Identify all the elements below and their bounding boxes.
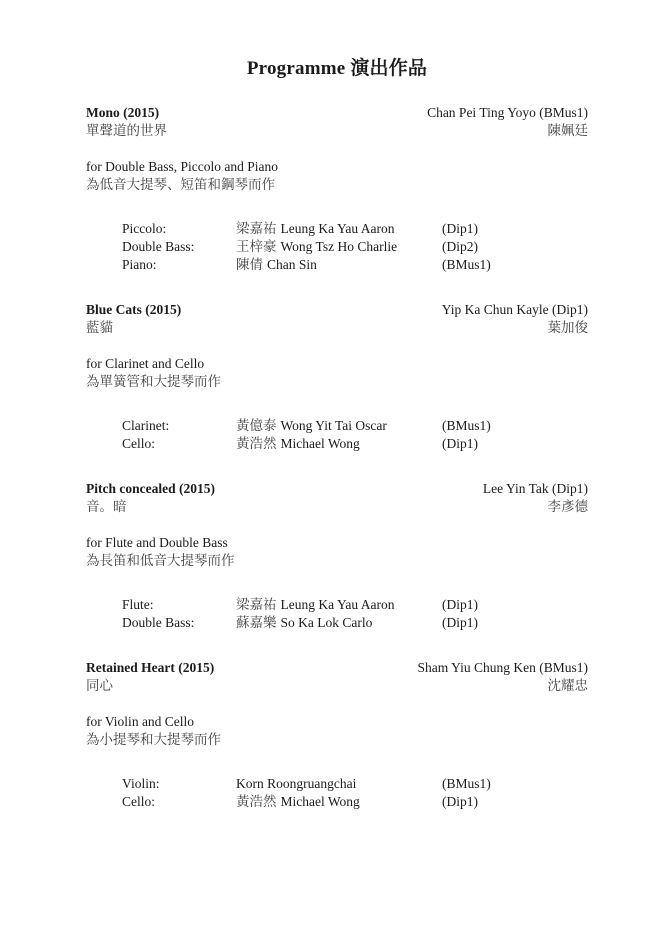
performer-instrument-label: Clarinet: bbox=[122, 418, 170, 433]
performer-instrument-label: Piano: bbox=[122, 257, 157, 272]
performer-instrument-label: Double Bass: bbox=[122, 615, 195, 630]
piece-header-row-en bbox=[86, 480, 588, 498]
instrumentation-zh: 為長笛和低音大提琴而作 bbox=[86, 553, 235, 568]
performer-name bbox=[236, 435, 442, 453]
performer-name bbox=[236, 256, 442, 274]
performer-instrument-label: Violin: bbox=[122, 776, 160, 791]
performer-row bbox=[122, 614, 588, 632]
piece-title-zh: 音。暗 bbox=[86, 499, 127, 514]
instrumentation-en: for Double Bass, Piccolo and Piano bbox=[86, 159, 278, 174]
performer-name bbox=[236, 220, 442, 238]
performer-class-badge: (Dip1) bbox=[442, 436, 478, 451]
performer-name bbox=[236, 793, 442, 811]
performer-table bbox=[122, 596, 588, 632]
composer-name-zh: 李彥德 bbox=[547, 499, 588, 514]
performer-class-badge: (Dip2) bbox=[442, 239, 478, 254]
instrumentation-en: for Clarinet and Cello bbox=[86, 356, 205, 371]
piece-header-row-en bbox=[86, 301, 588, 319]
performer-name-en: So Ka Lok Carlo bbox=[280, 615, 373, 630]
performer-instrument-label: Cello: bbox=[122, 794, 155, 809]
performer-class-badge: (Dip1) bbox=[442, 794, 478, 809]
piece-section bbox=[86, 480, 588, 632]
performer-instrument-label: Double Bass: bbox=[122, 239, 195, 254]
instrumentation-block bbox=[86, 355, 588, 391]
performer-class-badge: (Dip1) bbox=[442, 615, 478, 630]
piece-header-row-zh bbox=[86, 319, 588, 337]
performer-row bbox=[122, 596, 588, 614]
performer-name bbox=[236, 775, 442, 793]
piece-section bbox=[86, 104, 588, 274]
performer-table bbox=[122, 220, 588, 274]
piece-title-zh: 同心 bbox=[86, 678, 113, 693]
performer-name-en: Korn Roongruangchai bbox=[236, 776, 357, 791]
performer-name-en: Michael Wong bbox=[280, 436, 360, 451]
performer-instrument-label: Flute: bbox=[122, 597, 154, 612]
instrumentation-en: for Violin and Cello bbox=[86, 714, 195, 729]
piece-section bbox=[86, 659, 588, 811]
performer-name-en: Wong Tsz Ho Charlie bbox=[280, 239, 398, 254]
performer-name-zh: 梁嘉祐 bbox=[236, 597, 277, 612]
performer-name-en: Chan Sin bbox=[267, 257, 317, 272]
performer-class-badge: (Dip1) bbox=[442, 221, 478, 236]
performer-instrument-label: Piccolo: bbox=[122, 221, 167, 236]
performer-name-zh: 蘇嘉樂 bbox=[236, 615, 277, 630]
performer-name-zh: 黃浩然 bbox=[236, 436, 277, 451]
performer-name bbox=[236, 596, 442, 614]
instrumentation-en: for Flute and Double Bass bbox=[86, 535, 228, 550]
composer-name-en: Sham Yiu Chung Ken (BMus1) bbox=[417, 660, 588, 675]
instrumentation-block bbox=[86, 713, 588, 749]
piece-title-zh: 單聲道的世界 bbox=[86, 123, 167, 138]
performer-name-zh: 黃億泰 bbox=[236, 418, 277, 433]
piece-header-row-zh bbox=[86, 498, 588, 516]
performer-name-en: Leung Ka Yau Aaron bbox=[280, 597, 395, 612]
instrumentation-zh: 為單簧管和大提琴而作 bbox=[86, 374, 221, 389]
performer-name bbox=[236, 614, 442, 632]
performer-name-zh: 王梓豪 bbox=[236, 239, 277, 254]
performer-table bbox=[122, 775, 588, 811]
instrumentation-zh: 為小提琴和大提琴而作 bbox=[86, 732, 221, 747]
piece-title-en: Retained Heart (2015) bbox=[86, 660, 215, 675]
performer-row bbox=[122, 256, 588, 274]
piece-title-en: Blue Cats (2015) bbox=[86, 302, 182, 317]
piece-title-zh: 藍貓 bbox=[86, 320, 113, 335]
composer-name-en: Chan Pei Ting Yoyo (BMus1) bbox=[427, 105, 588, 120]
performer-name-zh: 梁嘉祐 bbox=[236, 221, 277, 236]
piece-header-row-zh bbox=[86, 122, 588, 140]
performer-name-zh: 陳倩 bbox=[236, 257, 263, 272]
composer-name-zh: 陳姵廷 bbox=[547, 123, 588, 138]
performer-table bbox=[122, 417, 588, 453]
performer-row bbox=[122, 220, 588, 238]
performer-name bbox=[236, 417, 442, 435]
piece-title-en: Pitch concealed (2015) bbox=[86, 481, 215, 496]
composer-name-zh: 沈耀忠 bbox=[547, 678, 588, 693]
performer-instrument-label: Cello: bbox=[122, 436, 155, 451]
piece-header-row-en bbox=[86, 104, 588, 122]
performer-name-zh: 黃浩然 bbox=[236, 794, 277, 809]
composer-name-en: Lee Yin Tak (Dip1) bbox=[482, 481, 588, 496]
instrumentation-zh: 為低音大提琴、短笛和鋼琴而作 bbox=[86, 177, 275, 192]
performer-name-en: Michael Wong bbox=[280, 794, 360, 809]
performer-row bbox=[122, 775, 588, 793]
instrumentation-block bbox=[86, 158, 588, 194]
page-title: Programme 演出作品 bbox=[246, 58, 428, 79]
performer-row bbox=[122, 435, 588, 453]
piece-header-row-zh bbox=[86, 677, 588, 695]
composer-name-en: Yip Ka Chun Kayle (Dip1) bbox=[441, 302, 588, 317]
performer-row bbox=[122, 417, 588, 435]
performer-name-en: Wong Yit Tai Oscar bbox=[280, 418, 387, 433]
piece-list bbox=[86, 104, 588, 811]
performer-class-badge: (Dip1) bbox=[442, 597, 478, 612]
performer-row bbox=[122, 793, 588, 811]
performer-class-badge: (BMus1) bbox=[442, 418, 491, 433]
performer-class-badge: (BMus1) bbox=[442, 776, 491, 791]
piece-title-en: Mono (2015) bbox=[86, 105, 160, 120]
instrumentation-block bbox=[86, 534, 588, 570]
piece-header-row-en bbox=[86, 659, 588, 677]
composer-name-zh: 葉加俊 bbox=[547, 320, 588, 335]
performer-name-en: Leung Ka Yau Aaron bbox=[280, 221, 395, 236]
performer-name bbox=[236, 238, 442, 256]
performer-row bbox=[122, 238, 588, 256]
piece-section bbox=[86, 301, 588, 453]
performer-class-badge: (BMus1) bbox=[442, 257, 491, 272]
